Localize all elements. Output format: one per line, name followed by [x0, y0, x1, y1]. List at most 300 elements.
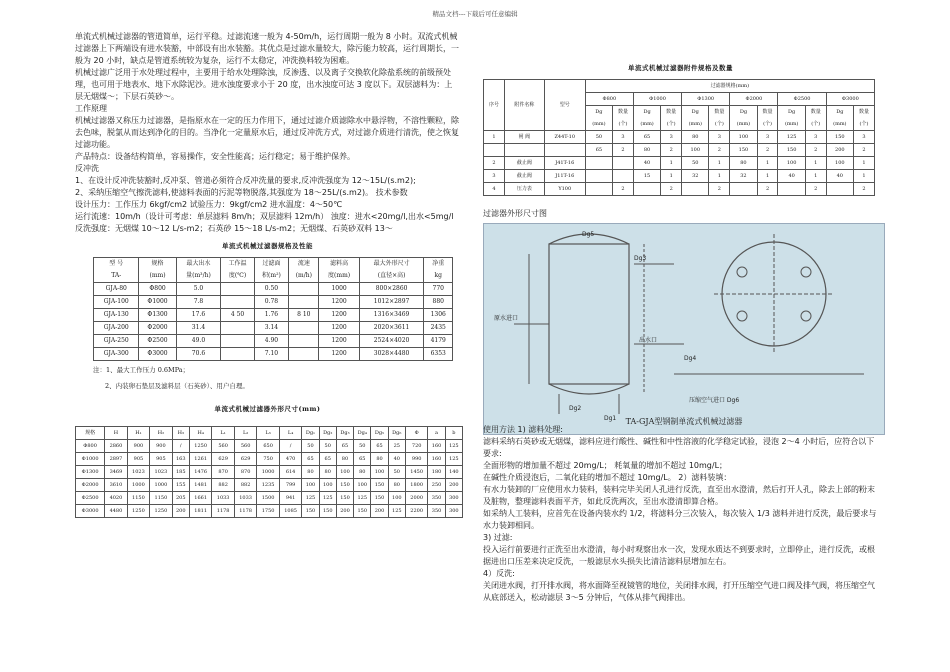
table-cell: 150	[336, 479, 353, 492]
table-cell	[221, 335, 254, 348]
table-cell: 150	[354, 505, 371, 518]
table-header-cell: Φ3000	[826, 93, 874, 106]
table-header-cell: b	[445, 427, 462, 440]
table-cell: 3	[709, 131, 730, 144]
table-cell: 3	[757, 131, 778, 144]
table-cell: 150	[778, 144, 805, 157]
table-cell: 870	[234, 466, 256, 479]
spec-performance-table	[93, 257, 453, 361]
table-header-row	[94, 258, 453, 283]
table-cell: 1	[757, 170, 778, 183]
table-cell: GJA-250	[94, 335, 139, 348]
table-cell: 720	[405, 440, 427, 453]
label-air-inlet: 压缩空气进口 Dg6	[689, 397, 740, 404]
filter-diagram	[483, 223, 885, 435]
table-cell: 闸 阀	[504, 131, 544, 144]
table-cell: 17.6	[176, 309, 221, 322]
table-header-cell: Dg (mm)	[778, 106, 805, 131]
table-cell: 1000	[319, 283, 359, 296]
table-cell: 1	[484, 131, 505, 144]
table-cell: 650	[257, 440, 279, 453]
table-cell: 100	[371, 466, 388, 479]
table-header-cell: a	[428, 427, 445, 440]
filter-drawing	[484, 224, 884, 434]
table-cell: 880	[424, 296, 453, 309]
table-cell: 160	[428, 440, 445, 453]
table-cell: GJA-200	[94, 322, 139, 335]
table-cell	[504, 144, 544, 157]
table-cell: 799	[279, 479, 301, 492]
paragraph-features: 产品特点：设备结构简单，容易操作，安全性能高；运行稳定；易于维护保养。	[75, 152, 355, 161]
table-cell: 3469	[105, 466, 127, 479]
table-cell: 905	[127, 453, 149, 466]
table-cell: 155	[172, 479, 189, 492]
table-cell: 2	[709, 183, 730, 196]
table-cell: 200	[371, 505, 388, 518]
usage-paragraph: 关闭进水阀，打开排水阀，将水面降至视镜管的地位，关闭排水阀，打开压缩空气进口阀及排气阀，将压缩空气从底部送入，松动滤层 3～5 分钟后，气体从排气阀排出。	[483, 581, 875, 602]
nozzle	[801, 311, 811, 321]
table-cell: 2435	[424, 322, 453, 335]
table1-caption: 单流式机械过滤器规格及性能	[222, 242, 313, 250]
table-cell: 2	[853, 183, 874, 196]
paragraph-backwash-1: 1、在设计反冲洗装豁时,反冲泵、管道必须符合反冲洗量的要求,反冲洗强度为 12～15L/(s.m2);	[75, 176, 416, 185]
table-header-cell: Φ1000	[633, 93, 681, 106]
table-header-cell: 序号	[484, 80, 505, 131]
table-cell: Φ3000	[139, 348, 176, 361]
table-cell: 1	[853, 157, 874, 170]
usage-paragraph: 在碱性介质浸泡后，二氧化硅的增加不超过 10mg/L。 2）滤料装填：	[483, 473, 732, 482]
table-cell: 2	[484, 157, 505, 170]
table-cell: 3	[613, 131, 634, 144]
usage-heading: 3) 过滤:	[483, 533, 513, 542]
table-cell	[484, 144, 505, 157]
table-cell: 140	[445, 466, 462, 479]
table-cell: 截止阀	[504, 170, 544, 183]
table-cell: 1250	[127, 505, 149, 518]
table-cell: 0.78	[254, 296, 289, 309]
table-cell: 2	[757, 183, 778, 196]
table-header-cell: 规格 (mm)	[139, 258, 176, 283]
table-cell: 3.14	[254, 322, 289, 335]
table-cell: 1200	[319, 348, 359, 361]
table-header-cell: 规格	[76, 427, 105, 440]
nozzle	[737, 267, 747, 277]
table-row	[484, 170, 875, 183]
table-header-cell: 数量 (个)	[613, 106, 634, 131]
vessel-body	[549, 244, 629, 384]
table-cell: 2	[613, 144, 634, 157]
table-cell: Φ2500	[76, 492, 105, 505]
table-cell: Φ2000	[76, 479, 105, 492]
table-cell	[289, 335, 319, 348]
table-row	[76, 479, 463, 492]
table-cell: 100	[319, 479, 336, 492]
table-cell: 350	[428, 505, 445, 518]
table-cell: 4179	[424, 335, 453, 348]
table-cell: 65	[302, 453, 319, 466]
table-header-cell: 最大出水 量(m³/h)	[176, 258, 221, 283]
table-cell: 1	[805, 157, 826, 170]
table-cell: 50	[585, 131, 612, 144]
table-cell: 1178	[212, 505, 234, 518]
table-cell: 1200	[319, 335, 359, 348]
table-cell: /	[279, 440, 301, 453]
label-dg2: Dg2	[569, 405, 582, 412]
table-cell: 80	[633, 144, 660, 157]
table-cell: 150	[826, 131, 853, 144]
table-cell: 50	[388, 466, 405, 479]
table-cell: 2	[805, 144, 826, 157]
usage-paragraph: 滤料采纳石英砂或无烟煤，滤料应进行酸性、碱性和中性溶液的化学稳定试验，浸泡 2～4 小时后，应符合以下要求:	[483, 437, 875, 458]
table-cell: 100	[302, 479, 319, 492]
table-cell: 560	[234, 440, 256, 453]
table-row	[76, 466, 463, 479]
table-cell: 125	[302, 492, 319, 505]
table-header-cell: 型 号 TA-	[94, 258, 139, 283]
table-cell: 1306	[424, 309, 453, 322]
table-cell: 1800	[405, 479, 427, 492]
table-cell: 100	[826, 157, 853, 170]
right-column	[483, 62, 878, 435]
table-header-cell: Φ2000	[730, 93, 778, 106]
table-group-header: 过滤器规格(mm)	[585, 80, 874, 93]
table-header-cell: Dg₄	[354, 427, 371, 440]
table-cell: 1178	[234, 505, 256, 518]
table-cell: 150	[371, 492, 388, 505]
table-cell: 1661	[189, 492, 211, 505]
table-cell	[289, 322, 319, 335]
table-cell: 560	[212, 440, 234, 453]
label-dg1: Dg1	[604, 415, 617, 422]
table-cell: 1250	[189, 440, 211, 453]
table-cell: 1	[853, 170, 874, 183]
table-cell	[682, 183, 709, 196]
table-header-cell: Φ800	[585, 93, 633, 106]
table-row	[94, 309, 453, 322]
table-cell: 压力表	[504, 183, 544, 196]
table-header-cell: 数量 (个)	[709, 106, 730, 131]
table-cell: J11T-16	[544, 170, 585, 183]
table2-caption: 单流式机械过滤器外形尺寸(mm)	[214, 405, 321, 413]
table-cell: 1	[661, 170, 682, 183]
table-row	[76, 453, 463, 466]
table-cell: 3028×4480	[359, 348, 424, 361]
table-cell: 3	[661, 131, 682, 144]
table-cell: 100	[682, 144, 709, 157]
table-cell: 300	[445, 505, 462, 518]
table-header-cell: Dg₁	[302, 427, 319, 440]
table-cell: 50	[302, 440, 319, 453]
table-cell: 1	[661, 157, 682, 170]
table-cell: J41T-16	[544, 157, 585, 170]
table-cell: 1316×3469	[359, 309, 424, 322]
label-raw-water-inlet: 原水进口	[494, 315, 519, 322]
table1-note-2: 2、内装卵石垫层及滤料层（石英砂）、用户自理。	[105, 382, 249, 390]
table-cell: 100	[730, 131, 757, 144]
table-cell: 1023	[127, 466, 149, 479]
table-cell: Φ1300	[76, 466, 105, 479]
table-cell: 65	[633, 131, 660, 144]
table-row	[94, 296, 453, 309]
paragraph-principle: 机械过滤器又称压力过滤器，是指原水在一定的压力作用下，通过过滤介质滤除水中悬浮物，不溶性颗粒，除去色味，脱氯从而达到净化的目的。当净化一定量原水后，通过反冲洗方式，对过滤介质进行清洗，使之恢复过滤功能。	[75, 116, 459, 149]
table-header-cell: L₁	[212, 427, 234, 440]
table-cell: 100	[778, 157, 805, 170]
table-cell: 15	[633, 170, 660, 183]
table-row	[76, 505, 463, 518]
table-cell: 2	[613, 183, 634, 196]
left-column	[75, 31, 460, 518]
table-cell: 1	[709, 170, 730, 183]
usage-paragraph: 全面形物的增加量不超过 20mg/L； 耗氧量的增加不超过 10mg/L；	[483, 461, 728, 470]
table-cell: 1085	[279, 505, 301, 518]
table-cell: 1.76	[254, 309, 289, 322]
table-cell: GJA-80	[94, 283, 139, 296]
table-cell: 2897	[105, 453, 127, 466]
table-cell: 5.0	[176, 283, 221, 296]
table-cell: 150	[336, 492, 353, 505]
table-cell: 50	[354, 440, 371, 453]
table-header-cell: Φ2500	[778, 93, 826, 106]
table-cell: 990	[405, 453, 427, 466]
table-cell	[613, 170, 634, 183]
usage-paragraph: 投入运行前要进行正洗至出水澄清，每小时观察出水一次，发现水质达不到要求时，立即停止，进行反洗，或根据进出口压差来决定反洗，一般滤层水头损失比清洁滤料层增加左右。	[483, 545, 875, 566]
table-cell: 1	[805, 170, 826, 183]
table-header-cell: 附件名称	[504, 80, 544, 131]
table-cell: 350	[428, 492, 445, 505]
table-cell: 200	[826, 144, 853, 157]
table-cell: 629	[234, 453, 256, 466]
table-header-cell: 数量 (个)	[805, 106, 826, 131]
table-header-cell: H₃	[172, 427, 189, 440]
label-water-outlet: 出水口	[639, 337, 658, 344]
table-cell: 65	[354, 453, 371, 466]
table-cell: 150	[371, 479, 388, 492]
dimension-table	[75, 426, 463, 518]
table-cell	[221, 322, 254, 335]
table-cell: 770	[424, 283, 453, 296]
table-cell: 1450	[405, 466, 427, 479]
table-cell: 2	[661, 144, 682, 157]
table-cell: 1261	[189, 453, 211, 466]
table-cell: 163	[172, 453, 189, 466]
table-header-cell: Dg₂	[319, 427, 336, 440]
table-cell: GJA-300	[94, 348, 139, 361]
label-dg5: Dg5	[582, 231, 595, 238]
table-row	[94, 283, 453, 296]
table-cell: 300	[445, 492, 462, 505]
table-header-cell: Dg (mm)	[826, 106, 853, 131]
table-cell: 32	[682, 170, 709, 183]
table-cell	[613, 157, 634, 170]
table-row	[94, 322, 453, 335]
table-cell: Φ1000	[76, 453, 105, 466]
usage-section	[483, 424, 878, 604]
heading-principle: 工作原理	[75, 104, 107, 113]
table-cell: 200	[172, 505, 189, 518]
table-header-cell: H₄	[189, 427, 211, 440]
table-cell: Φ800	[139, 283, 176, 296]
table-cell: 50	[682, 157, 709, 170]
table-cell: GJA-130	[94, 309, 139, 322]
table-cell: 1481	[189, 479, 211, 492]
table-cell: 截止阀	[504, 157, 544, 170]
table-cell	[289, 296, 319, 309]
table-cell	[221, 348, 254, 361]
table-cell: 750	[257, 453, 279, 466]
table-header-cell: 滤料高 度(mm)	[319, 258, 359, 283]
table-cell: 1476	[189, 466, 211, 479]
label-dg4: Dg4	[684, 355, 697, 362]
table-cell: 1200	[319, 309, 359, 322]
table-cell: 80	[354, 466, 371, 479]
table-cell: 160	[428, 453, 445, 466]
table-cell: 65	[319, 453, 336, 466]
table-cell: 250	[428, 479, 445, 492]
table-cell: 2	[661, 183, 682, 196]
table-row	[76, 492, 463, 505]
table-cell	[826, 183, 853, 196]
table-header-cell: Dg₅	[371, 427, 388, 440]
table-cell: 125	[319, 492, 336, 505]
table-cell: 8 10	[289, 309, 319, 322]
table-cell: 2	[709, 144, 730, 157]
table-cell: 3	[853, 131, 874, 144]
table-cell: 100	[354, 479, 371, 492]
table-cell: 900	[150, 440, 172, 453]
table-cell: Y100	[544, 183, 585, 196]
table-header-cell: H₁	[127, 427, 149, 440]
table1-note-1: 注：1、最大工作压力 0.6MPa；	[93, 366, 190, 374]
table-header-cell: 型号	[544, 80, 585, 131]
table-cell: 40	[826, 170, 853, 183]
table-cell: 1	[709, 157, 730, 170]
table-header-cell: Dg (mm)	[585, 106, 612, 131]
table-cell: 125	[388, 505, 405, 518]
vessel-bottom-dome	[549, 384, 629, 394]
table-cell: 40	[388, 453, 405, 466]
table-cell: 205	[172, 492, 189, 505]
table-cell: 80	[371, 453, 388, 466]
table-cell: 2020×3611	[359, 322, 424, 335]
label-dg3: Dg3	[634, 255, 647, 262]
table-cell: 50	[319, 440, 336, 453]
table-cell: 1150	[150, 492, 172, 505]
table-cell: 870	[212, 466, 234, 479]
paragraph-backwash-intensity: 反洗强度：无烟煤 10～12 L/s-m2；石英砂 15～18 L/s-m2；无烟煤、石英砂双料 13～	[75, 224, 393, 233]
table-row	[484, 157, 875, 170]
table-cell: 0.50	[254, 283, 289, 296]
figure-title: 过滤器外形尺寸图	[483, 209, 547, 218]
table-cell: 80	[302, 466, 319, 479]
table-header-cell: H	[105, 427, 127, 440]
table-cell: 2	[757, 144, 778, 157]
table-header-cell: Φ	[405, 427, 427, 440]
table-cell: 40	[778, 170, 805, 183]
table-cell: Φ1300	[139, 309, 176, 322]
table-cell: 2000	[405, 492, 427, 505]
table-cell: 31.4	[176, 322, 221, 335]
table-cell: 180	[428, 466, 445, 479]
table3-caption: 单流式机械过滤器附件规格及数量	[628, 64, 733, 72]
table-cell: 1033	[234, 492, 256, 505]
table-row	[76, 440, 463, 453]
table-header-cell: 最大外形尺寸 (直径×高)	[359, 258, 424, 283]
table-cell: Φ2500	[139, 335, 176, 348]
table-cell: 1200	[319, 296, 359, 309]
table-cell: 614	[279, 466, 301, 479]
table-cell: 941	[279, 492, 301, 505]
table-cell: 1811	[189, 505, 211, 518]
table-cell: 3	[484, 170, 505, 183]
table-cell: 4 50	[221, 309, 254, 322]
table-cell: 80	[388, 479, 405, 492]
table-cell: 3	[805, 131, 826, 144]
table-header-cell: 净重 kg	[424, 258, 453, 283]
usage-heading: 4）反洗:	[483, 569, 515, 578]
table-cell: 1500	[257, 492, 279, 505]
usage-paragraph: 有水力装卸的厂应使用水力装料，装料完毕关闭人孔进行反洗，直至出水澄清，然后打开人孔，除去上部的粉末及脏物，整理滤料表面平齐，如此反洗两次，至出水澄清即算合格。	[483, 485, 875, 506]
table-cell: 49.0	[176, 335, 221, 348]
table-cell: 1033	[212, 492, 234, 505]
table-cell	[585, 183, 612, 196]
table-cell: 100	[388, 492, 405, 505]
table-header-cell: Dg₆	[388, 427, 405, 440]
table-cell: 185	[172, 466, 189, 479]
table-header-cell: Φ1300	[682, 93, 730, 106]
table-cell: /	[172, 440, 189, 453]
table-cell: 1000	[127, 479, 149, 492]
table-cell: 3610	[105, 479, 127, 492]
table-cell: 80	[336, 453, 353, 466]
table-cell: 882	[212, 479, 234, 492]
page-header: 精品文档---下载后可任意编辑	[432, 10, 518, 18]
table-cell: 1000	[257, 466, 279, 479]
accessory-table	[483, 79, 875, 196]
table-cell: 905	[150, 453, 172, 466]
table-cell: 125	[445, 453, 462, 466]
table-cell	[633, 183, 660, 196]
table-header-cell: Dg (mm)	[682, 106, 709, 131]
table-header-row	[484, 80, 875, 93]
nozzle	[801, 267, 811, 277]
table-cell: 800×2860	[359, 283, 424, 296]
table-cell: 1750	[257, 505, 279, 518]
table-cell: 125	[778, 131, 805, 144]
paragraph-flow-intro: 单流式机械过滤器的管道简单，运行平稳。过滤流速一般为 4-50m/h，运行周期一般为 8 小时。双流式机械过滤器上下两端设有进水装豁，中部设有出水装豁。其优点是过滤水量较大，除污能力较高，运行周期长，一般为 20 小时，缺点是管道系统较为复杂，运行不太稳定，冲洗换料较为困难。	[75, 32, 459, 65]
table-cell: 2	[853, 144, 874, 157]
table-cell: Φ1000	[139, 296, 176, 309]
paragraph-application: 机械过滤广泛用于水处理过程中，主要用于给水处理除浊，反渗透、以及离子交换软化除盐系统的前级预处理，也可用于地表水、地下水除泥沙。进水浊度要求小于 20 度，出水浊度可达 3 度以下。双层滤料为：上层无烟煤～；下层石英砂～。	[75, 68, 453, 101]
table-header-cell: 数量 (个)	[757, 106, 778, 131]
table-cell: Φ3000	[76, 505, 105, 518]
table-cell: 2200	[405, 505, 427, 518]
table-header-cell: 工作温 度(℃)	[221, 258, 254, 283]
table-row	[484, 183, 875, 196]
table-cell	[221, 283, 254, 296]
table-cell	[585, 170, 612, 183]
table-cell: 150	[302, 505, 319, 518]
table-row	[94, 348, 453, 361]
table-cell	[778, 183, 805, 196]
table-cell: 1000	[150, 479, 172, 492]
table-cell: 1023	[150, 466, 172, 479]
table-cell: 1012×2897	[359, 296, 424, 309]
table-header-cell: Dg₃	[336, 427, 353, 440]
table-cell: 1235	[257, 479, 279, 492]
table-cell: 65	[371, 440, 388, 453]
table-header-cell: L₃	[257, 427, 279, 440]
table-header-cell: 过滤面 积(m²)	[254, 258, 289, 283]
